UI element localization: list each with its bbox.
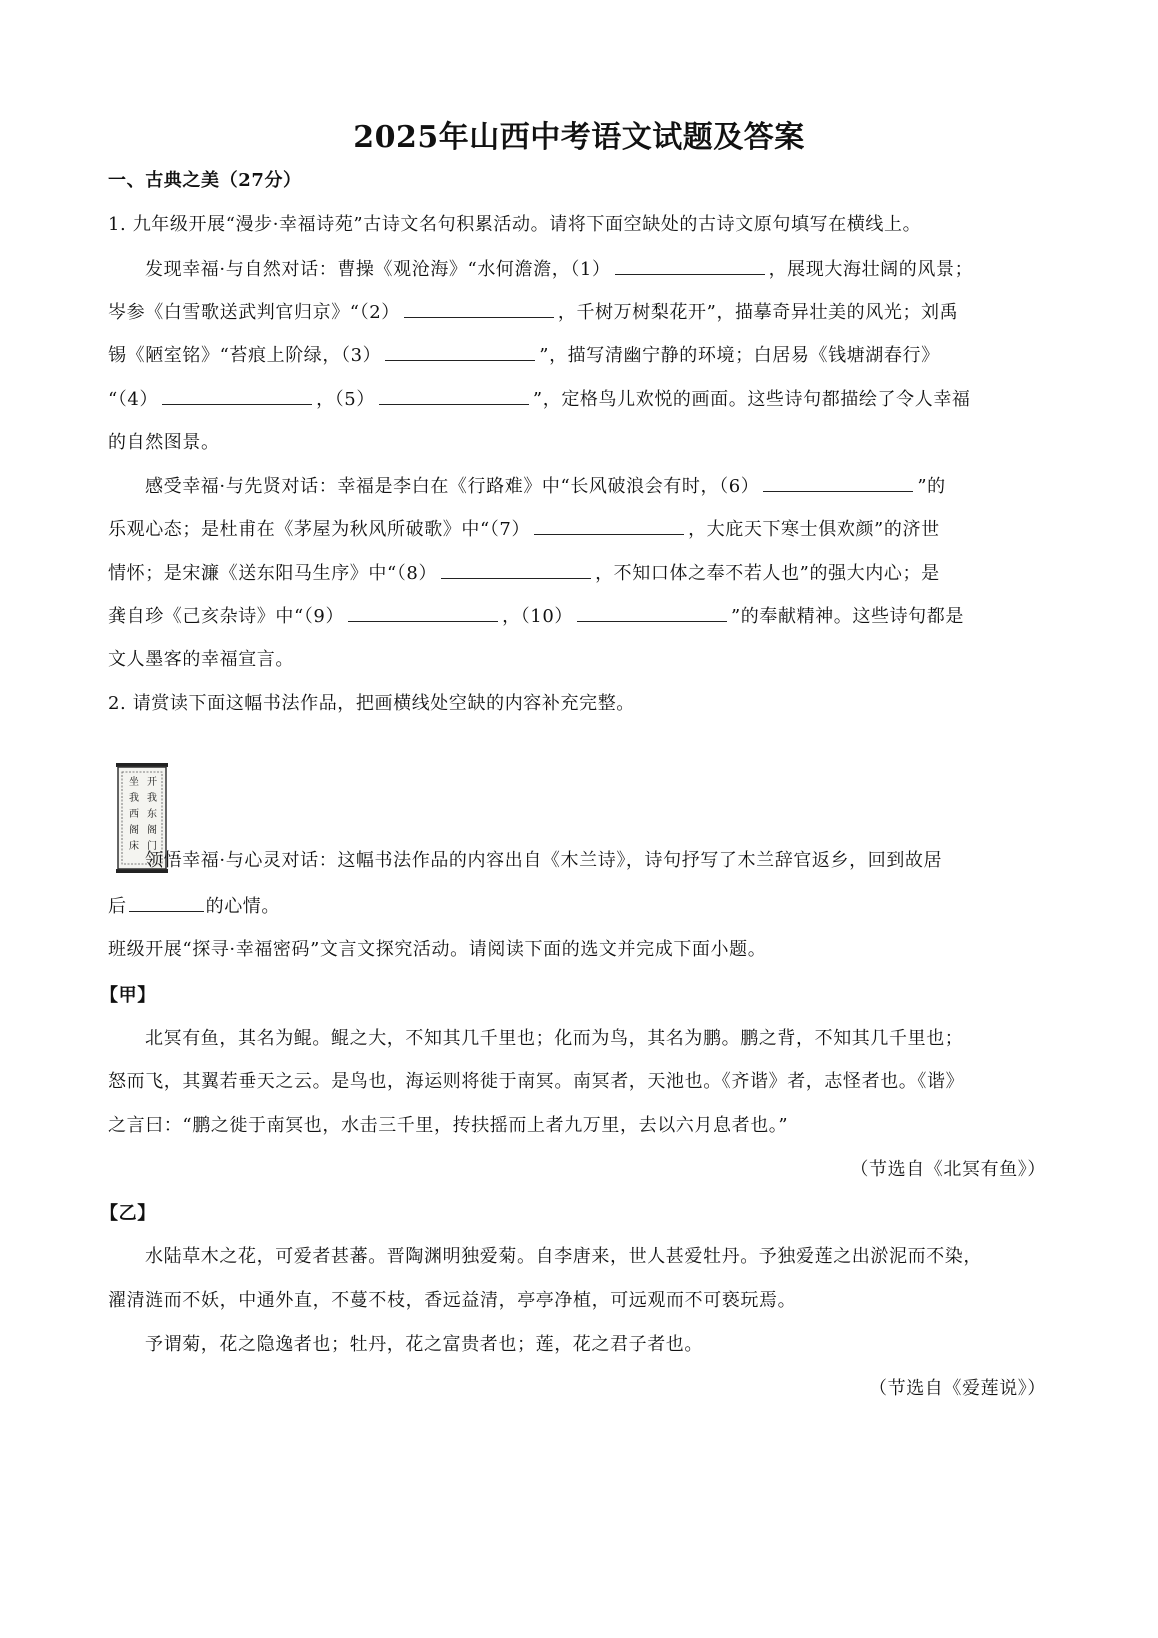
text: 龚自珍《己亥杂诗》中“（9） — [108, 606, 345, 627]
q1-line-5: 的自然图景。 — [108, 432, 220, 453]
text: 感受幸福·与先贤对话：幸福是李白在《行路难》中“长风破浪会有时，（6） — [145, 476, 760, 497]
yi-line-1: 水陆草木之花，可爱者甚蕃。晋陶渊明独爱菊。自李唐来，世人甚爱牡丹。予独爱莲之出淤泥而不染， — [145, 1246, 982, 1267]
text: 情怀；是宋濂《送东阳马生序》中“（8） — [108, 563, 438, 584]
text: ”的 — [917, 476, 946, 497]
text: ，千树万树梨花开”，描摹奇异壮美的风光；刘禹 — [557, 302, 959, 323]
answer-blank-10[interactable] — [577, 603, 727, 622]
yi-line-2: 濯清涟而不妖，中通外直，不蔓不枝，香远益清，亭亭净植，可远观而不可亵玩焉。 — [108, 1290, 797, 1311]
answer-blank-2[interactable] — [404, 299, 554, 318]
answer-blank-5[interactable] — [379, 386, 529, 405]
yi-source: （节选自《爱莲说》） — [869, 1378, 1046, 1399]
activity-intro: 班级开展“探寻·幸福密码”文言文探究活动。请阅读下面的选文并完成下面小题。 — [108, 939, 767, 960]
svg-text:坐我西阁床: 坐我西阁床 — [129, 777, 139, 852]
svg-text:开我东阁门: 开我东阁门 — [147, 777, 157, 852]
q1-line-8 — [108, 560, 1058, 587]
text: ”的奉献精神。这些诗句都是 — [730, 606, 964, 627]
text: ，不知口体之奉不若人也”的强大内心；是 — [595, 563, 940, 584]
passage-jia-label: 【甲】 — [100, 985, 156, 1006]
text: ，（10） — [502, 606, 573, 627]
answer-blank-7[interactable] — [534, 516, 684, 535]
text: ”，描写清幽宁静的环境；白居易《钱塘湖春行》 — [539, 345, 940, 366]
text: 锡《陋室铭》“苔痕上阶绿，（3） — [108, 345, 382, 366]
text: 岑参《白雪歌送武判官归京》“（2） — [108, 302, 400, 323]
q1-line-6 — [145, 473, 1058, 500]
text: ”，定格鸟儿欢悦的画面。这些诗句都描绘了令人幸福 — [532, 389, 971, 410]
text: 的心情。 — [205, 896, 281, 917]
text: ，（5） — [316, 389, 375, 410]
jia-line-2: 怒而飞，其翼若垂天之云。是鸟也，海运则将徙于南冥。南冥者，天池也。《齐谐》者，志怪者也。《谐》 — [108, 1071, 965, 1092]
q1-line-1 — [145, 256, 1058, 283]
text: “（4） — [108, 389, 159, 410]
q2-intro: 2. 请赏读下面这幅书法作品，把画横线处空缺的内容补充完整。 — [108, 693, 635, 714]
q1-line-3 — [108, 342, 1058, 369]
page-title: 2025年山西中考语文试题及答案 — [353, 120, 805, 155]
jia-source: （节选自《北冥有鱼》） — [850, 1159, 1046, 1180]
q1-line-9 — [108, 603, 1058, 630]
text: 后 — [108, 896, 127, 917]
answer-blank-q2[interactable] — [129, 893, 204, 912]
q2-line-2 — [108, 893, 1058, 920]
q1-line-10: 文人墨客的幸福宣言。 — [108, 649, 294, 670]
answer-blank-6[interactable] — [763, 473, 913, 492]
text: 发现幸福·与自然对话：曹操《观沧海》“水何澹澹，（1） — [145, 259, 611, 280]
text: ，展现大海壮阔的风景； — [768, 259, 974, 280]
answer-blank-4[interactable] — [162, 386, 312, 405]
answer-blank-9[interactable] — [348, 603, 498, 622]
q1-line-7 — [108, 516, 1058, 543]
yi-line-3: 予谓菊，花之隐逸者也；牡丹，花之富贵者也；莲，花之君子者也。 — [145, 1334, 703, 1355]
answer-blank-3[interactable] — [385, 342, 535, 361]
answer-blank-1[interactable] — [615, 256, 765, 275]
text: ，大庇天下寒士俱欢颜”的济世 — [688, 519, 940, 540]
q1-line-4 — [108, 386, 1058, 413]
jia-line-1: 北冥有鱼，其名为鲲。鲲之大，不知其几千里也；化而为鸟，其名为鹏。鹏之背，不知其几千里也； — [145, 1028, 964, 1049]
answer-blank-8[interactable] — [441, 560, 591, 579]
text: 乐观心态；是杜甫在《茅屋为秋风所破歌》中“（7） — [108, 519, 531, 540]
q1-line-2 — [108, 299, 1058, 326]
section-heading: 一、古典之美（27分） — [108, 170, 302, 191]
q1-intro: 1. 九年级开展“漫步·幸福诗苑”古诗文名句积累活动。请将下面空缺处的古诗文原句填写在横线上。 — [108, 214, 922, 235]
passage-yi-label: 【乙】 — [100, 1203, 156, 1224]
q2-line-1: 领悟幸福·与心灵对话：这幅书法作品的内容出自《木兰诗》，诗句抒写了木兰辞官返乡，回到故居 — [145, 850, 943, 871]
jia-line-3: 之言曰：“鹏之徙于南冥也，水击三千里，抟扶摇而上者九万里，去以六月息者也。” — [108, 1115, 789, 1136]
